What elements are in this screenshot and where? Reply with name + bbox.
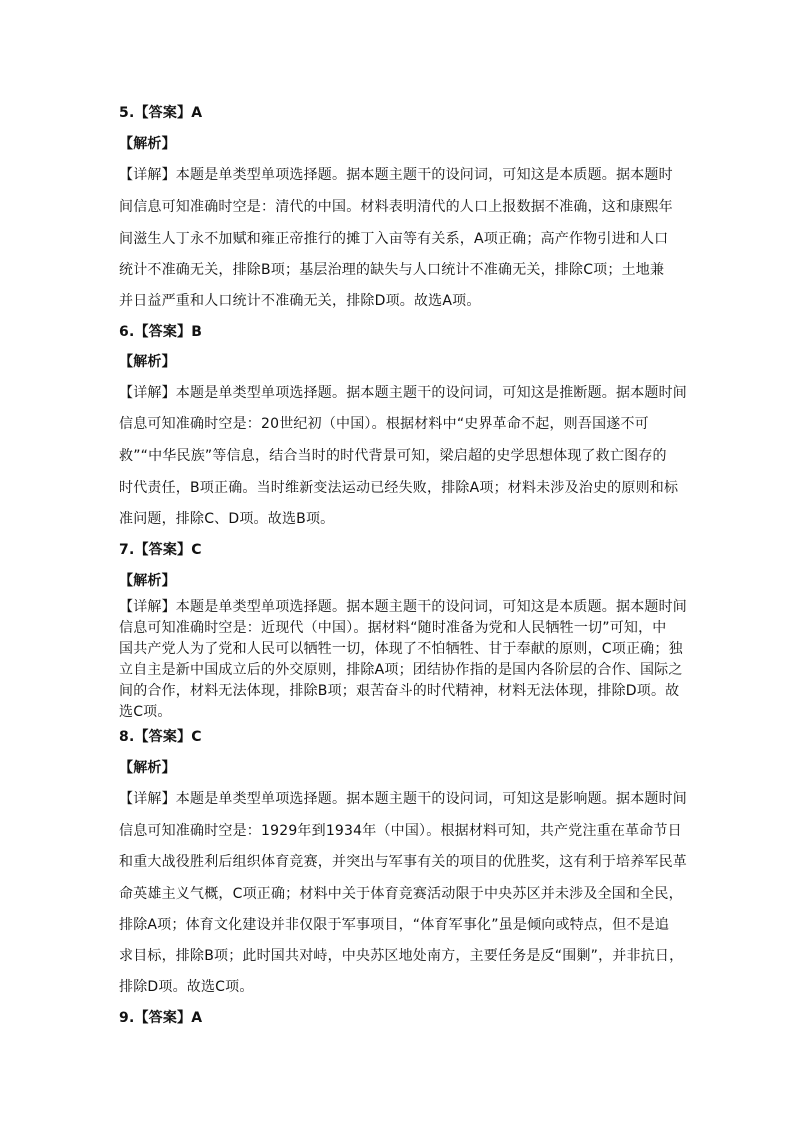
q7-detail-line: 国共产党人为了党和人民可以牺牲一切，体现了不怕牺牲、甘于奉献的原则，C项正确；独 (119, 641, 683, 657)
q5-analysis-heading: 【解析】 (119, 136, 176, 152)
q6-detail-line: 准问题，排除C、D项。故选B项。 (119, 511, 335, 527)
q6-answer: 6.【答案】B (119, 324, 203, 340)
q6-analysis-heading: 【解析】 (119, 354, 176, 370)
q8-detail-line: 和重大战役胜利后组织体育竞赛，并突出与军事有关的项目的优胜奖，这有利于培养军民革 (119, 854, 687, 870)
q7-detail-line: 间的合作，材料无法体现，排除B项；艰苦奋斗的时代精神，材料无法体现，排除D项。故 (119, 683, 680, 699)
q6-detail-line: 时代责任，B项正确。当时维新变法运动已经失败，排除A项；材料未涉及治史的原则和标 (119, 480, 679, 496)
q8-detail-line: 命英雄主义气概，C项正确；材料中关于体育竞赛活动限于中央苏区并未涉及全国和全民， (119, 886, 683, 902)
q7-detail-line: 选C项。 (119, 704, 172, 720)
q6-detail-line: 【详解】本题是单类型单项选择题。据本题主题干的设问词，可知这是推断题。据本题时间 (119, 385, 687, 401)
q5-detail-line: 统计不准确无关，排除B项；基层治理的缺失与人口统计不准确无关，排除C项；土地兼 (119, 262, 665, 278)
q5-detail-line: 【详解】本题是单类型单项选择题。据本题主题干的设问词，可知这是本质题。据本题时 (119, 167, 673, 183)
q7-detail-line: 【详解】本题是单类型单项选择题。据本题主题干的设问词，可知这是本质题。据本题时间 (119, 599, 687, 615)
q7-detail-line: 立自主是新中国成立后的外交原则，排除A项；团结协作指的是国内各阶层的合作、国际之 (119, 662, 683, 678)
q5-answer: 5.【答案】A (119, 105, 203, 121)
q7-answer: 7.【答案】C (119, 542, 202, 558)
q8-detail-line: 【详解】本题是单类型单项选择题。据本题主题干的设问词，可知这是影响题。据本题时间 (119, 791, 687, 807)
q5-detail-line: 间信息可知准确时空是：清代的中国。材料表明清代的人口上报数据不准确，这和康熙年 (119, 199, 673, 215)
q6-detail-line: 救”“中华民族”等信息，结合当时的时代背景可知，梁启超的史学思想体现了救亡图存的 (119, 448, 667, 464)
q8-detail-line: 排除A项；体育文化建设并非仅限于军事项目，“体育军事化”虽是倾向或特点，但不是追 (119, 917, 670, 933)
q7-detail-line: 信息可知准确时空是：近现代（中国）。据材料“随时准备为党和人民牺牲一切”可知，中 (119, 620, 667, 636)
q8-detail-line: 信息可知准确时空是：1929年到1934年（中国）。根据材料可知，共产党注重在革命节日 (119, 823, 682, 839)
q8-analysis-heading: 【解析】 (119, 760, 176, 776)
q9-answer: 9.【答案】A (119, 1010, 203, 1026)
q6-detail-line: 信息可知准确时空是：20世纪初（中国）。根据材料中“史界革命不起，则吾国遂不可 (119, 416, 649, 432)
q8-detail-line: 求目标，排除B项；此时国共对峙，中央苏区地处南方，主要任务是反“围剿”，并非抗日， (119, 948, 684, 964)
q8-answer: 8.【答案】C (119, 729, 202, 745)
q5-detail-line: 间滋生人丁永不加赋和雍正帝推行的摊丁入亩等有关系，A项正确；高产作物引进和人口 (119, 231, 669, 247)
q5-detail-line: 并日益严重和人口统计不准确无关，排除D项。故选A项。 (119, 293, 481, 309)
q7-analysis-heading: 【解析】 (119, 573, 176, 589)
q8-detail-line: 排除D项。故选C项。 (119, 979, 254, 995)
